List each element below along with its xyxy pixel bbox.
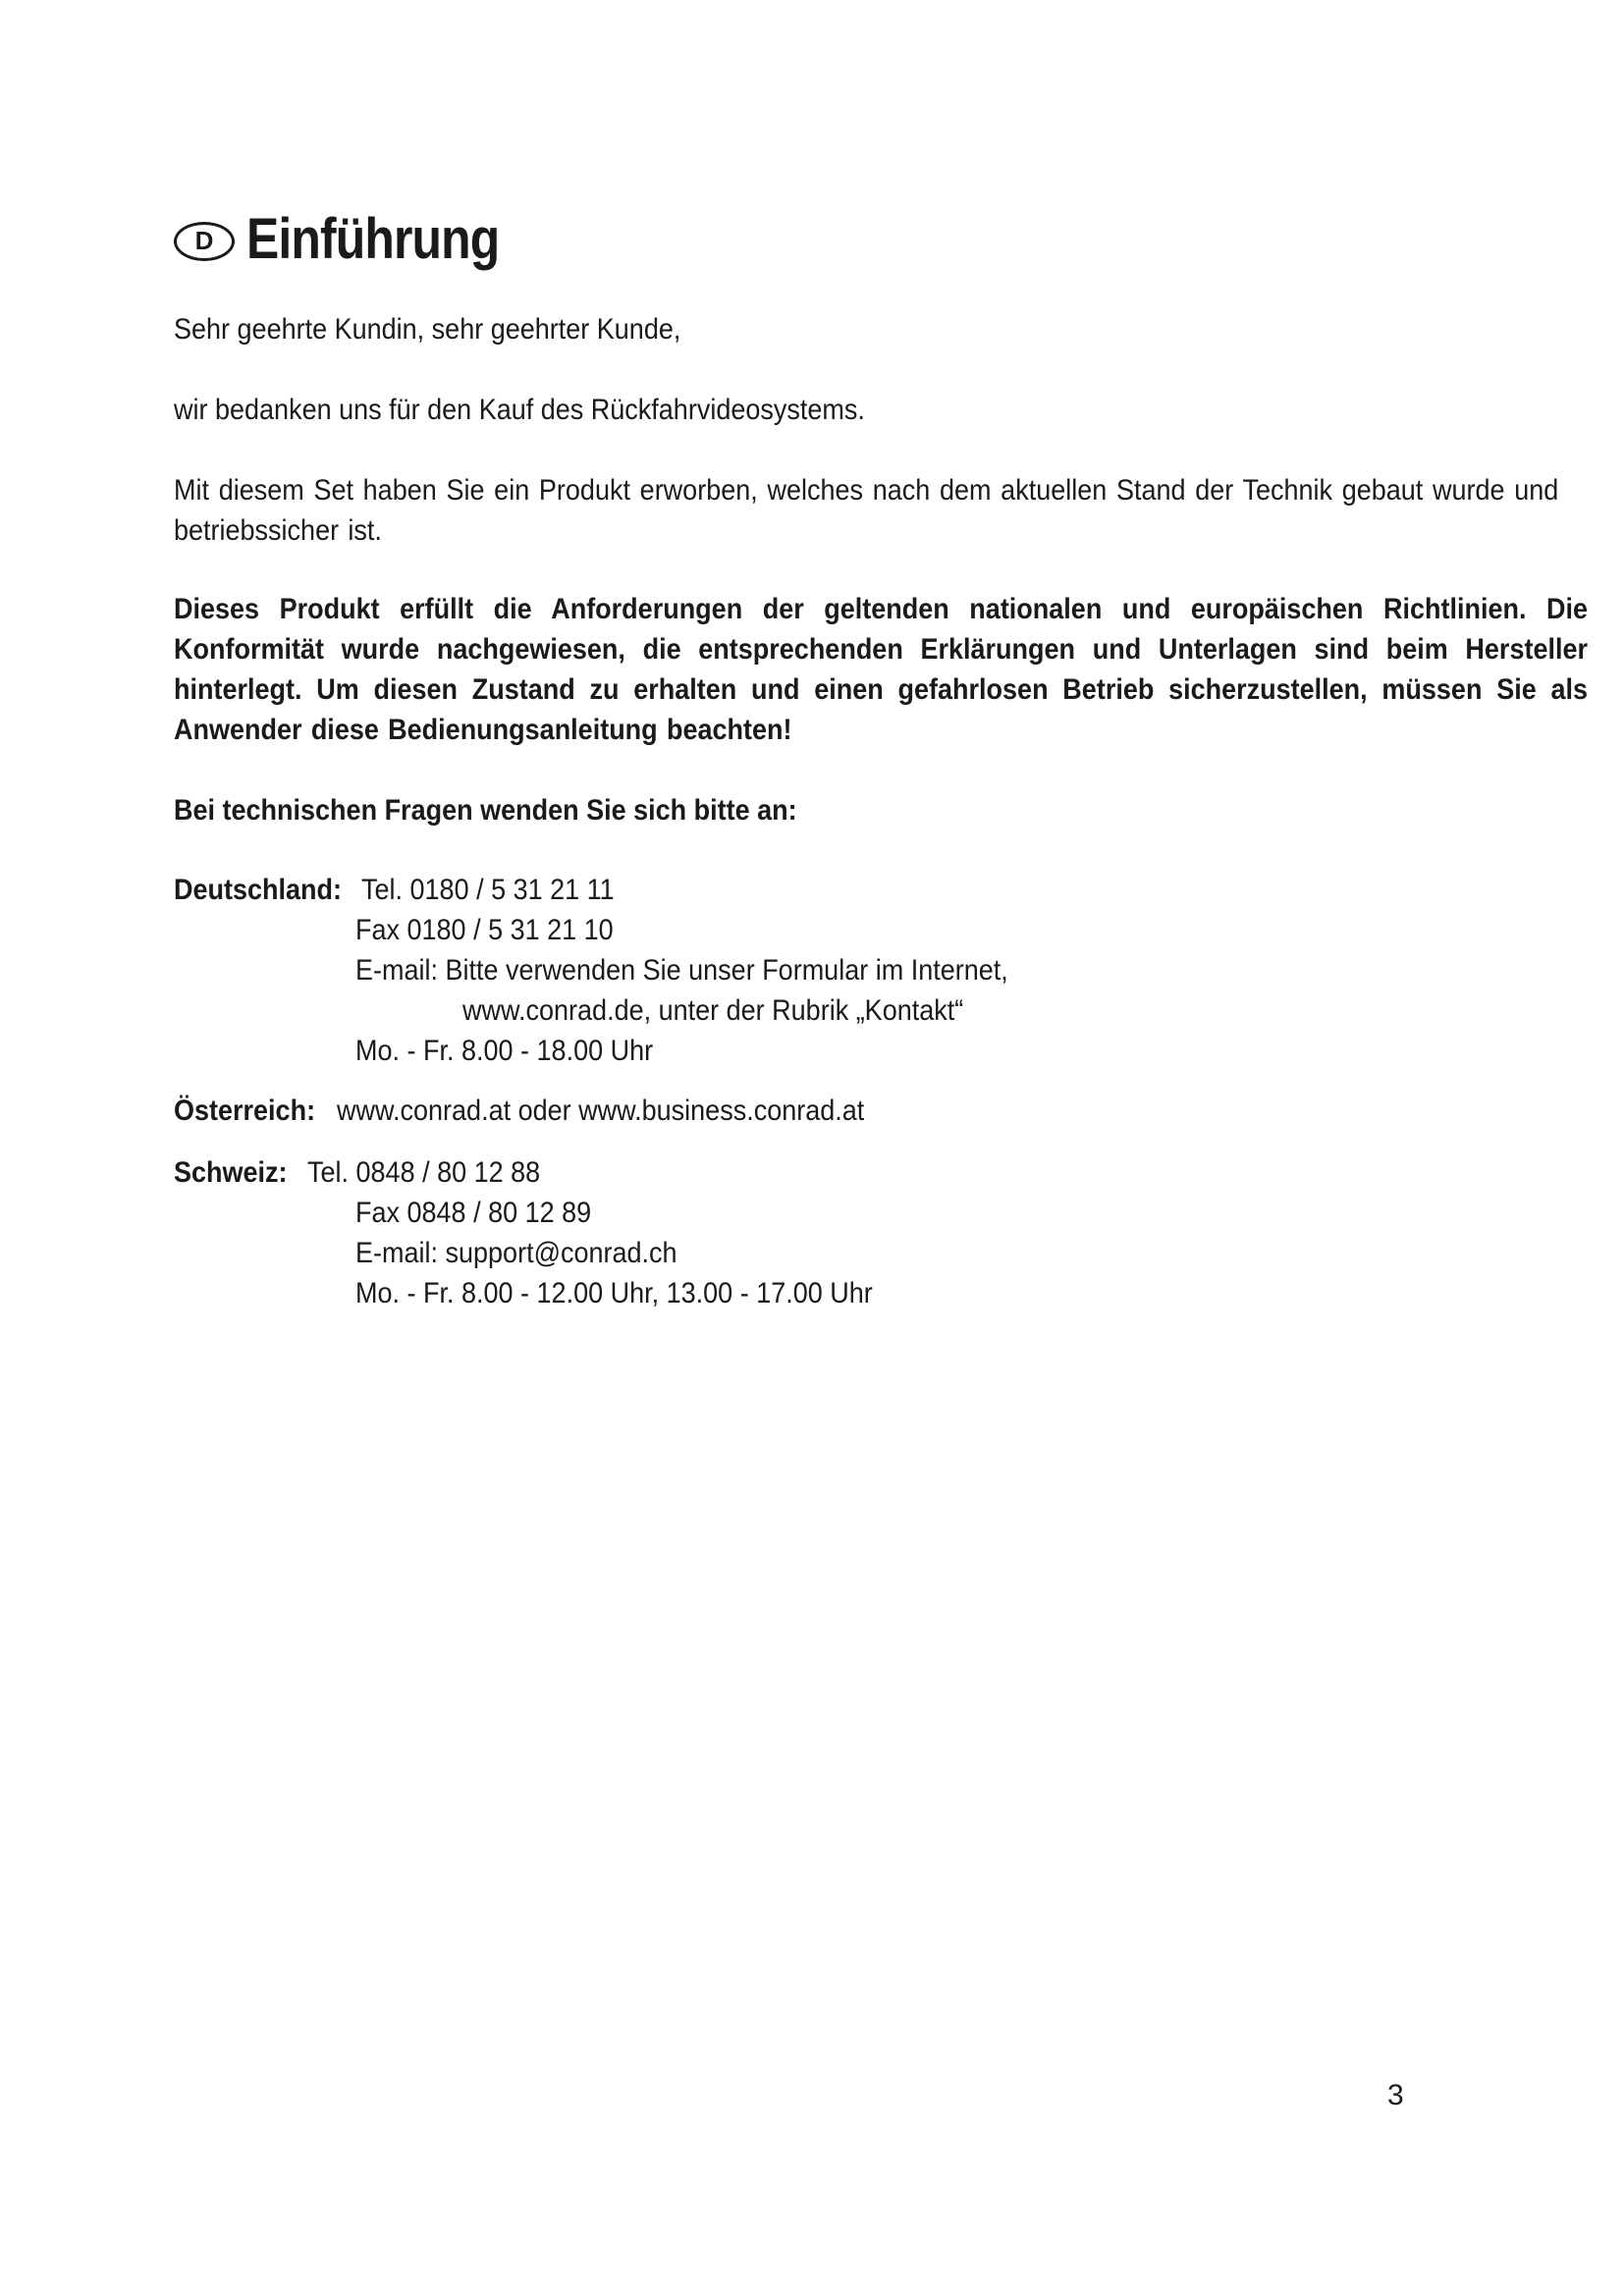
switzerland-email: E-mail: support@conrad.ch [355,1237,677,1269]
germany-hours: Mo. - Fr. 8.00 - 18.00 Uhr [355,1035,654,1067]
switzerland-label: Schweiz: [174,1156,288,1189]
austria-label: Österreich: [174,1095,316,1127]
thanks-line: wir bedanken uns für den Kauf des Rückfahrvideosystems. [174,394,865,426]
intro-paragraph: Mit diesem Set haben Sie ein Produkt erworben, welches nach dem aktuellen Stand der Technik gebaut wurde und betriebssicher ist. [174,474,1559,547]
germany-label: Deutschland: [174,874,343,906]
switzerland-tel: Tel. 0848 / 80 12 88 [307,1156,541,1189]
germany-fax: Fax 0180 / 5 31 21 10 [355,914,614,946]
page-number: 3 [1387,2079,1404,2111]
section-heading [174,206,540,272]
switzerland-fax: Fax 0848 / 80 12 89 [355,1197,592,1229]
compliance-paragraph: Dieses Produkt erfüllt die Anforderungen der geltenden nationalen und europäischen Richtlinien. Die Konformität wurde nachgewiesen, die entsprechenden Erklärungen und Unterlagen sind beim Hersteller hinterlegt. Um diesen Zustand zu erhalten und einen gefahrlosen Betrieb sicherzustellen, müssen Sie als Anwender diese Bedienungsanleitung beachten! [174,593,1588,746]
contact-intro: Bei technischen Fragen wenden Sie sich bitte an: [174,794,797,827]
austria-web: www.conrad.at oder www.business.conrad.at [337,1095,865,1127]
greeting-line: Sehr geehrte Kundin, sehr geehrter Kunde, [174,313,681,346]
switzerland-hours: Mo. - Fr. 8.00 - 12.00 Uhr, 13.00 - 17.00 Uhr [355,1277,873,1309]
page-title: Einführung [246,207,500,271]
language-badge-icon: D [174,222,235,261]
germany-email: E-mail: Bitte verwenden Sie unser Formular im Internet, [355,954,1008,987]
germany-tel: Tel. 0180 / 5 31 21 11 [361,874,615,906]
germany-email-cont: www.conrad.de, unter der Rubrik „Kontakt“ [462,994,964,1027]
